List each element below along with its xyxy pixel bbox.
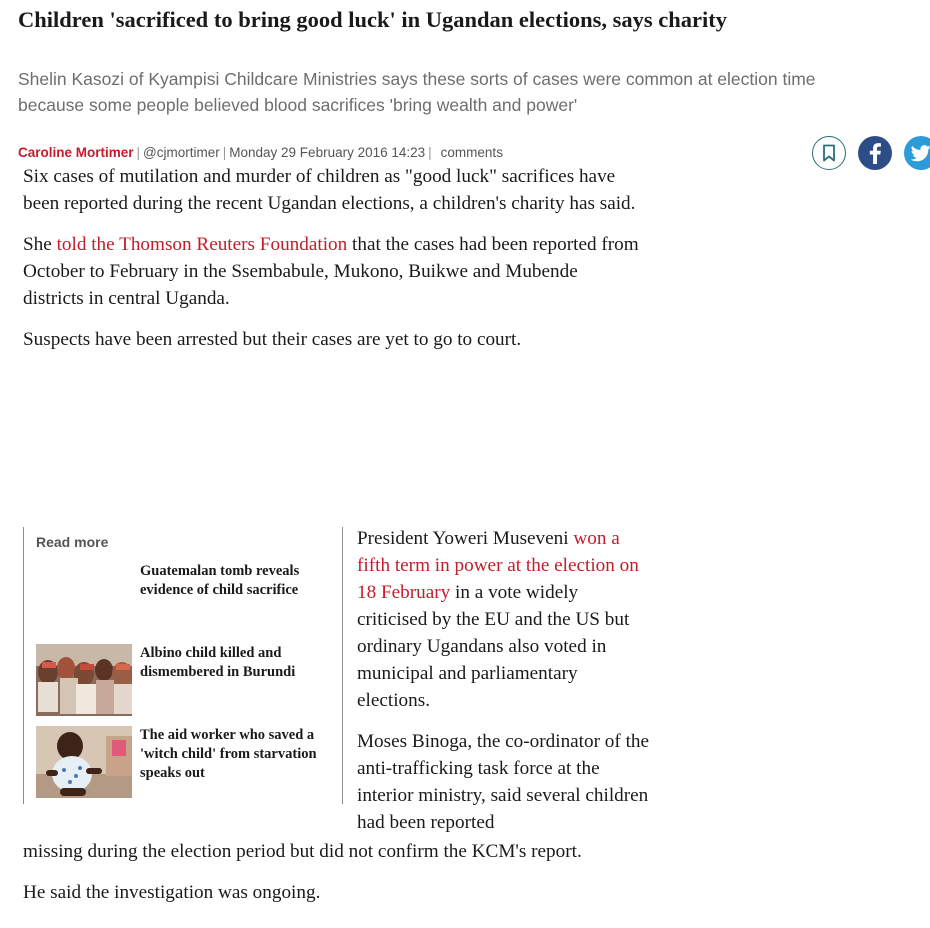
body-paragraph: Suspects have been arrested but their cases are yet to go to court. bbox=[23, 329, 522, 350]
byline bbox=[18, 143, 503, 163]
paragraph-text: that the cases had been reported from October to February in the Ssembabule, Mukono, Buikwe and Mubende districts in central Uganda. bbox=[23, 234, 639, 309]
read-more-box bbox=[23, 527, 343, 804]
thomson-reuters-link[interactable]: told the Thomson Reuters Foundation bbox=[56, 234, 348, 255]
paragraph-text: She bbox=[23, 234, 57, 255]
author-link[interactable]: Caroline Mortimer bbox=[18, 145, 134, 160]
facebook-share-button[interactable] bbox=[858, 136, 892, 170]
twitter-icon bbox=[911, 145, 930, 162]
body-paragraph bbox=[357, 525, 649, 714]
byline-separator: | bbox=[222, 145, 227, 160]
standfirst-line: Shelin Kasozi of Kyampisi Childcare Ministries says these sorts of cases were common at election time bbox=[18, 69, 816, 89]
article-body bbox=[23, 163, 643, 367]
body-paragraph bbox=[23, 231, 643, 312]
byline-separator: | bbox=[428, 145, 432, 160]
witch-child-thumbnail[interactable] bbox=[36, 726, 132, 798]
read-more-headline[interactable]: Albino child killed and dismembered in Burundi bbox=[140, 645, 296, 680]
albino-child-thumbnail[interactable] bbox=[36, 644, 132, 716]
body-paragraph: Six cases of mutilation and murder of children as "good luck" sacrifices have been reported during the recent Ugandan elections, a children's charity has said. bbox=[23, 166, 636, 214]
byline-separator: | bbox=[136, 145, 141, 160]
bookmark-icon bbox=[822, 144, 836, 162]
author-handle[interactable]: @cjmortimer bbox=[143, 145, 220, 160]
standfirst-line: because some people believed blood sacrifices 'bring wealth and power' bbox=[18, 95, 578, 115]
paragraph-text: in a vote widely criticised by the EU and the US but ordinary Ugandans also voted in municipal and parliamentary elections. bbox=[357, 582, 630, 711]
bookmark-button[interactable] bbox=[812, 136, 846, 170]
article-headline: Children 'sacrificed to bring good luck' in Ugandan elections, says charity bbox=[18, 7, 728, 32]
article-standfirst bbox=[18, 66, 930, 118]
read-more-headline[interactable]: The aid worker who saved a 'witch child' from starvation speaks out bbox=[140, 727, 317, 781]
body-paragraph: missing during the election period but did not confirm the KCM's report. bbox=[23, 841, 582, 862]
read-more-title: Read more bbox=[36, 534, 109, 550]
facebook-icon bbox=[868, 142, 882, 164]
body-paragraph: He said the investigation was ongoing. bbox=[23, 882, 321, 903]
comments-link[interactable]: comments bbox=[440, 145, 503, 160]
publish-date: Monday 29 February 2016 14:23 bbox=[229, 145, 426, 160]
election-link[interactable]: won a fifth term in power at the election on 18 February bbox=[357, 528, 639, 603]
read-more-headline[interactable]: Guatemalan tomb reveals evidence of child sacrifice bbox=[140, 563, 300, 598]
article-body-wrapped bbox=[357, 525, 649, 850]
body-paragraph: Moses Binoga, the co-ordinator of the anti-trafficking task force at the interior ministry, said several children had been reported bbox=[357, 731, 650, 833]
article-body-continued bbox=[23, 838, 683, 920]
twitter-share-button[interactable] bbox=[904, 136, 930, 170]
paragraph-text: President Yoweri Museveni bbox=[357, 528, 574, 549]
